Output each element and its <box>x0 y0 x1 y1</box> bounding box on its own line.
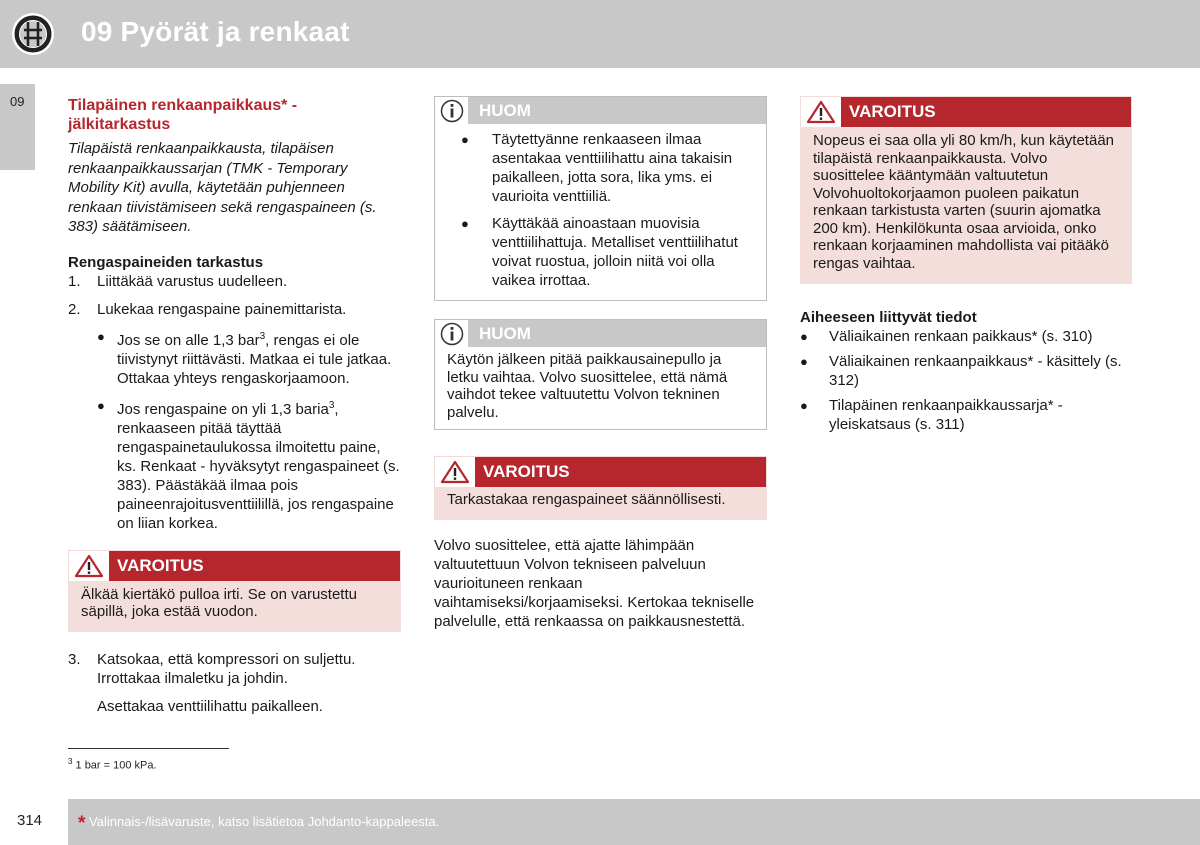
column-middle <box>434 96 767 631</box>
page-number: 314 <box>17 812 43 829</box>
warning-triangle-icon <box>435 457 475 487</box>
related-heading: Aiheeseen liittyvät tiedot <box>800 309 977 326</box>
related-link[interactable]: Tilapäinen renkaanpaikkaussarja* - yleiskatsaus (s. 311) <box>829 397 1063 433</box>
note-box-1 <box>434 96 767 301</box>
column-left <box>68 96 401 716</box>
note-bullet-text: Käyttäkää ainoastaan muovisia venttiilihattuja. Metalliset venttiilihatut voivat ruostua, jolloin niitä voi olla vaikea irrottaa. <box>492 215 738 289</box>
subheading: Rengaspaineiden tarkastus <box>68 253 264 271</box>
footer-note-text: Valinnais-/lisävaruste, katso lisätietoa Johdanto-kappaleesta. <box>89 814 440 829</box>
note-bullet-text: Täytettyänne renkaaseen ilmaa asentakaa venttiilihattu aina takaisin paikalleen, jotta sora, lika yms. ei vaurioita venttiiliä. <box>492 131 733 205</box>
step-number: 1. <box>68 272 81 290</box>
warning-text: Älkää kiertäkö pulloa irti. Se on varustettu säpillä, joka estää vuodon. <box>81 585 357 620</box>
note-header <box>435 320 766 347</box>
step-3 <box>68 650 401 688</box>
step-2 <box>68 300 401 319</box>
footnote-divider <box>68 748 229 749</box>
step-number: 3. <box>68 650 81 668</box>
chapter-header <box>0 0 1200 68</box>
column-right <box>800 96 1132 434</box>
note-label: HUOM <box>479 100 531 120</box>
warning-triangle-icon <box>69 551 109 581</box>
warning-header <box>801 97 1131 127</box>
note-header <box>435 97 766 124</box>
info-icon <box>435 97 469 124</box>
note-body <box>435 124 766 300</box>
bullet-icon: ● <box>800 354 808 369</box>
warning-header <box>435 457 766 487</box>
info-icon <box>435 320 469 347</box>
sub-bullet-text: Jos se on alle 1,3 bar$^3$, rengas ei ole tiivistynyt riittävästi. Matkaa ei tule jatkaa. Ottakaa yhteys rengaskorjaamoon. <box>117 330 392 387</box>
bullet-icon: ● <box>97 328 105 344</box>
note-label: HUOM <box>479 323 531 343</box>
warning-box <box>434 456 767 520</box>
bullet-icon: ● <box>461 216 469 231</box>
warning-box <box>800 96 1132 284</box>
sub-bullet-1 <box>68 327 401 388</box>
paragraph: Volvo suosittelee, että ajatte lähimpään valtuutettuun Volvon tekniseen palveluun vaurioituneen renkaan vaihtamiseksi/korjaamiseksi. Kertokaa tekniselle palvelulle, että renkaassa on paikkausnestettä. <box>434 536 755 630</box>
warning-triangle-icon <box>801 97 841 127</box>
bullet-icon: ● <box>800 329 808 344</box>
asterisk-mark: * <box>78 813 86 834</box>
warning-label: VAROITUS <box>849 102 936 121</box>
step-1 <box>68 272 401 291</box>
tire-icon <box>0 0 68 68</box>
related-item[interactable] <box>800 352 1132 390</box>
note-text: Käytön jälkeen pitää paikkausainepullo ja letku vaihtaa. Volvo suosittelee, että nämä vaihdot tekee valtuutettu Volvon tekninen palvelu. <box>447 351 728 421</box>
note-bullet <box>447 130 754 206</box>
chapter-side-tab-label: 09 <box>10 94 25 109</box>
warning-text: Tarkastakaa rengaspaineet säännöllisesti. <box>447 491 726 508</box>
footnote: $^3$ 1 bar = 100 kPa. <box>68 757 157 772</box>
bullet-icon: ● <box>800 398 808 413</box>
step-text: Liittäkää varustus uudelleen. <box>97 272 288 290</box>
warning-label: VAROITUS <box>117 555 204 575</box>
step-3-extra: Asettakaa venttiilihattu paikalleen. <box>97 697 323 715</box>
step-number: 2. <box>68 300 81 318</box>
bullet-icon: ● <box>461 132 469 147</box>
related-item[interactable] <box>800 396 1132 434</box>
sub-bullet-2 <box>68 396 401 533</box>
step-text: Katsokaa, että kompressori on suljettu. Irrottakaa ilmaletku ja johdin. <box>97 650 356 687</box>
footer-note <box>78 813 439 835</box>
warning-text: Nopeus ei saa olla yli 80 km/h, kun käytetään tilapäistä renkaanpaikkausta. Volvo suosittelee kääntymään valtuutetun Volvohuoltokorjaamon puoleen paikatun renkaan tarkistusta varten (suurin ajomatka 200 km). Henkilökunta osaa arvioida, onko renkaan korjaaminen mahdollista vai pitääkö rengas vaihtaa. <box>813 132 1115 272</box>
step-text: Lukekaa rengaspaine painemittarista. <box>97 300 347 318</box>
warning-box <box>68 550 401 632</box>
note-box-2 <box>434 319 767 430</box>
related-link[interactable]: Väliaikainen renkaan paikkaus* (s. 310) <box>829 328 1093 345</box>
related-link[interactable]: Väliaikainen renkaanpaikkaus* - käsittely (s. 312) <box>829 353 1122 389</box>
note-bullet <box>447 214 754 290</box>
bullet-icon: ● <box>97 397 105 413</box>
warning-label: VAROITUS <box>483 462 570 481</box>
related-item[interactable] <box>800 327 1132 346</box>
section-intro: Tilapäistä renkaanpaikkausta, tilapäisen renkaanpaikkaussarjan (TMK - Temporary Mobility Kit) avulla, käytetään puhjenneen renkaan tiivistämiseen sekä rengaspaineen (s. 383) säätämiseen. <box>68 140 377 235</box>
warning-header <box>69 551 400 581</box>
sub-bullet-text: Jos rengaspaine on yli 1,3 baria$^3$, renkaaseen pitää täyttää rengaspainetaulukossa ilmoitettu paine, ks. Renkaat - hyväksytyt rengaspaineet (s. 383). Päästäkää ilmaa pois paineenrajoitusventtiilillä, jos rengaspaine on liian korkea. <box>117 399 400 532</box>
chapter-title: 09 Pyörät ja renkaat <box>81 16 350 47</box>
section-title: Tilapäinen renkaanpaikkaus* - jälkitarkastus <box>68 97 298 133</box>
